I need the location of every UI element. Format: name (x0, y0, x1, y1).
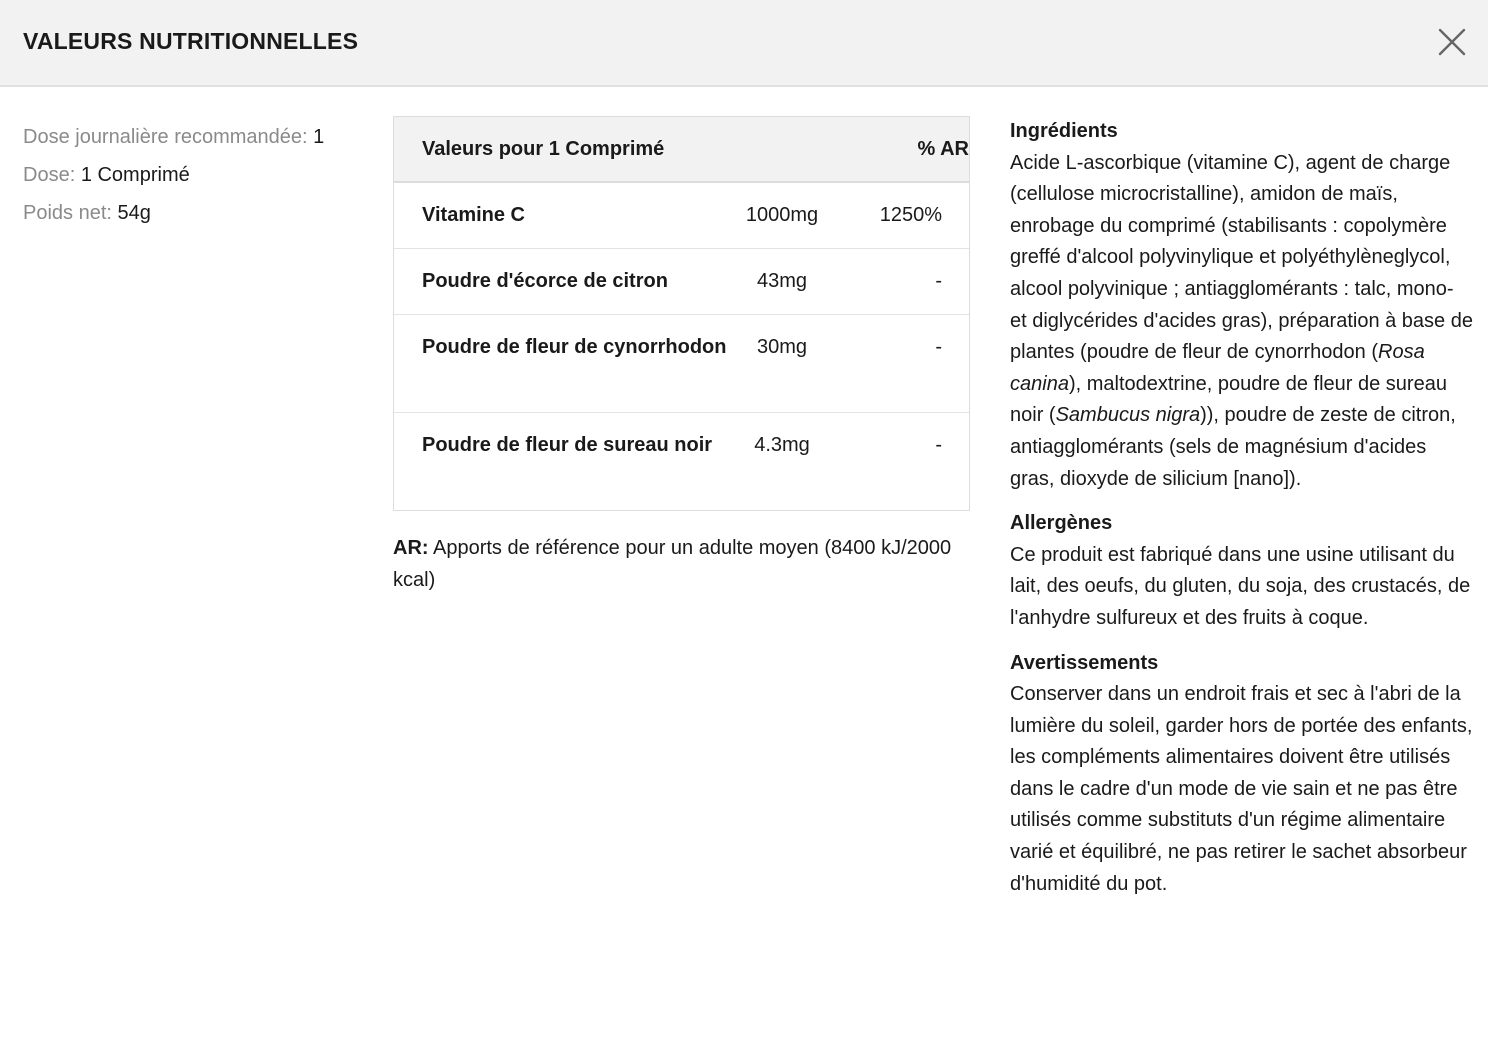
daily-dose-label: Dose journalière recommandée: (23, 126, 308, 148)
ingredients-text-part: Acide L-ascorbique (vitamine C), agent de charge (cellulose microcristalline), amidon de maïs, enrobage du comprimé (stabilisants : copolymère greffé d'alcool polyvinylique et polyéthylèneglycol, alcool polyvinique ; antiagglomérants : talc, mono- et diglycérides d'acides gras), préparation à base de plantes (poudre de fleur de cynorrhodon ( (1010, 151, 1473, 364)
row-name: Poudre de fleur de cynorrhodon (422, 336, 727, 358)
ingredients-text (1010, 148, 1475, 496)
product-details (1010, 116, 1475, 913)
row-amount: 30mg (756, 336, 808, 358)
row-ar: 1250% (879, 204, 942, 226)
net-weight-value: 54g (117, 202, 151, 224)
dose-value: 1 Comprimé (80, 164, 190, 186)
close-icon (1436, 26, 1468, 58)
dose-label: Dose: (23, 164, 76, 186)
ingredients-text-part: )), poudre de zeste de citron, antiagglomérants (sels de magnésium d'acides gras, dioxyde de silicium [nano]). (1010, 404, 1456, 490)
row-amount: 1000mg (745, 204, 819, 226)
row-ar: - (935, 270, 942, 292)
warnings-heading: Avertissements (1010, 651, 1159, 674)
net-weight-row (23, 194, 373, 232)
table-row (394, 315, 969, 413)
ingredients-text-part: ), maltodextrine, poudre de fleur de sureau noir ( (1010, 372, 1447, 427)
warnings-text: Conserver dans un endroit frais et sec à l'abri de la lumière du soleil, garder hors de portée des enfants, les compléments alimentaires doivent être utilisés dans le cadre d'un mode de vie sain et ne pas être utilisés comme substituts d'un régime alimentaire varié et équilibré, ne pas retirer le sachet absorbeur d'humidité du pot. (1010, 683, 1473, 895)
row-amount: 43mg (756, 270, 808, 292)
footnote-label: AR: (393, 537, 429, 559)
table-row (394, 413, 969, 510)
row-ar: - (935, 434, 942, 456)
ar-footnote (393, 533, 953, 596)
row-ar: - (935, 336, 942, 358)
table-row (394, 249, 969, 315)
row-amount: 4.3mg (754, 434, 810, 456)
ingredients-latin-name: Rosa canina (1010, 341, 1425, 395)
allergens-heading: Allergènes (1010, 512, 1113, 535)
dose-row (23, 156, 373, 194)
ingredients-heading: Ingrédients (1010, 120, 1118, 142)
nutrition-table (393, 116, 970, 511)
header-ar: % AR (917, 137, 969, 160)
modal-title: VALEURS NUTRITIONNELLES (23, 28, 359, 54)
table-header (394, 117, 969, 183)
daily-dose-row (23, 118, 373, 156)
net-weight-label: Poids net: (23, 202, 112, 224)
header-name: Valeurs pour 1 Comprimé (422, 137, 665, 160)
close-button[interactable] (1436, 26, 1468, 58)
modal-header (0, 0, 1488, 87)
allergens-text: Ce produit est fabriqué dans une usine utilisant du lait, des oeufs, du gluten, du soja, des crustacés, de l'anhydre sulfureux et des fruits à coque. (1010, 543, 1471, 629)
table-row (394, 183, 969, 249)
daily-dose-value: 1 (313, 126, 325, 148)
dose-summary (23, 118, 373, 232)
row-name: Vitamine C (422, 204, 525, 226)
row-name: Poudre d'écorce de citron (422, 270, 668, 292)
ingredients-latin-name: Sambucus nigra (1055, 404, 1201, 427)
row-name: Poudre de fleur de sureau noir (422, 434, 713, 456)
footnote-text: Apports de référence pour un adulte moyen (8400 kJ/2000 kcal) (393, 537, 952, 591)
